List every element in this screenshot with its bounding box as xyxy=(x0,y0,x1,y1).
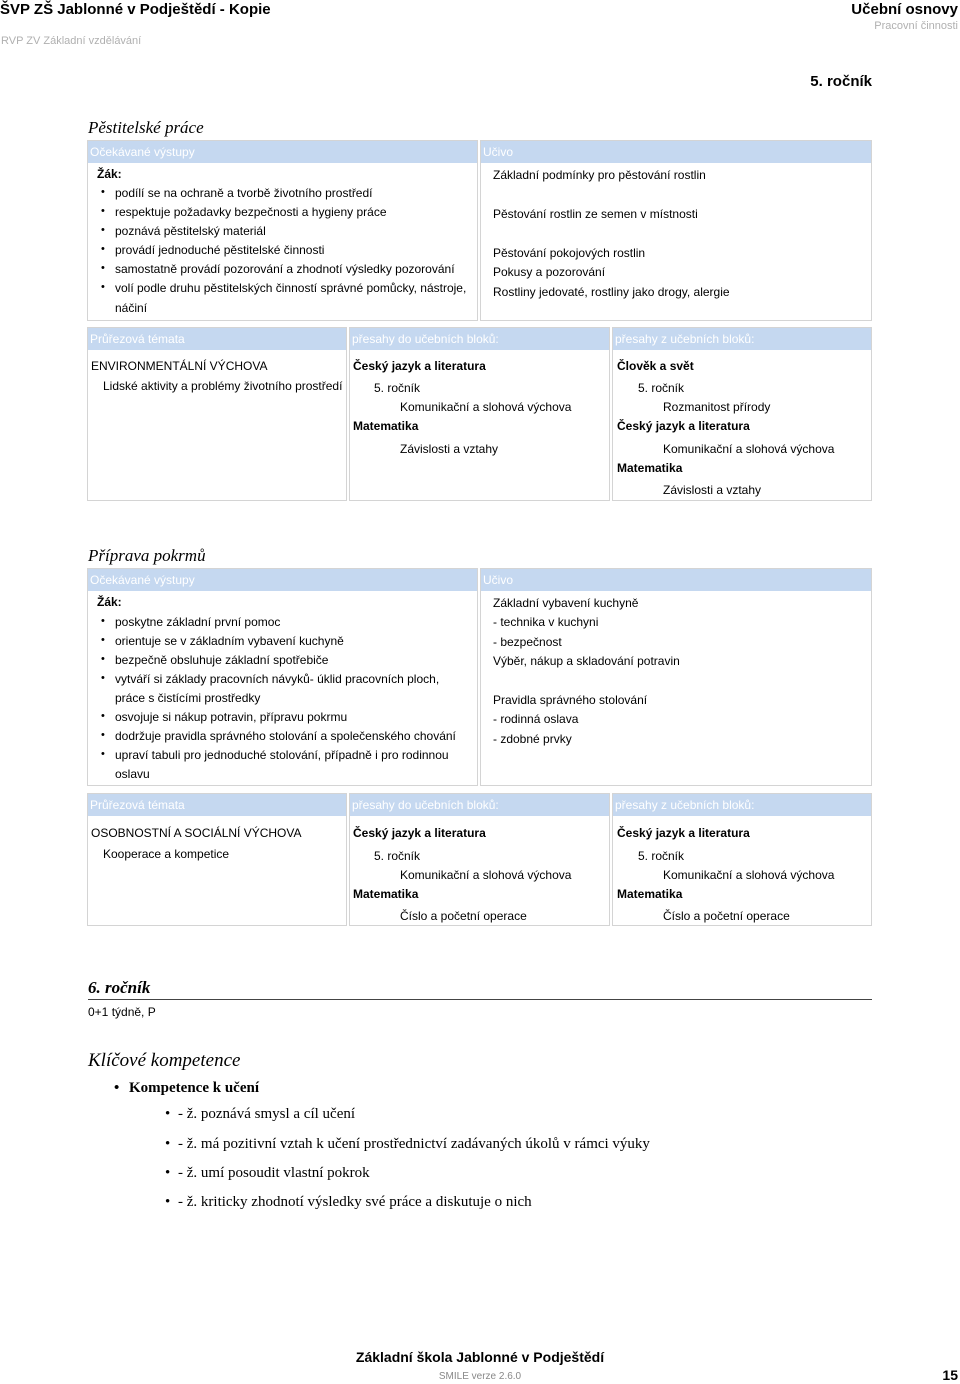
list-item: • volí podle druhu pěstitelských činností správné pomůcky, nástroje, xyxy=(115,281,466,295)
cross-topic: ENVIRONMENTÁLNÍ VÝCHOVA xyxy=(91,359,268,373)
topic-name: Komunikační a slohová výchova xyxy=(400,868,572,882)
curriculum-item: Pravidla správného stolování xyxy=(493,693,648,707)
outcomes-head: Očekávané výstupy xyxy=(88,569,477,591)
overlap-to-box xyxy=(349,793,610,926)
subject-name: Matematika xyxy=(353,419,419,433)
topic-name: Komunikační a slohová výchova xyxy=(400,400,572,414)
overlap-from-head: přesahy z učebních bloků: xyxy=(613,794,871,816)
section-title-right: Učební osnovy xyxy=(851,1,958,18)
overlap-from-box xyxy=(612,327,872,501)
competence-item: • - ž. kriticky zhodnotí výsledky své práce a diskutuje o nich xyxy=(178,1194,532,1211)
cross-topic: OSOBNOSTNÍ A SOCIÁLNÍ VÝCHOVA xyxy=(91,826,302,840)
document-subtitle: RVP ZV Základní vzdělávání xyxy=(1,35,142,47)
subject-name: Matematika xyxy=(617,887,683,901)
outcomes-head: Očekávané výstupy xyxy=(88,141,477,163)
list-item: • dodržuje pravidla správného stolování a společenského chování xyxy=(115,729,456,743)
cross-subtopic: Lidské aktivity a problémy životního prostředí xyxy=(103,379,343,393)
subject-name: Český jazyk a literatura xyxy=(617,419,750,433)
competence-item: • - ž. má pozitivní vztah k učení prostřednictví zadávaných úkolů v rámci výuky xyxy=(178,1136,650,1153)
grade-name: 5. ročník xyxy=(374,381,421,395)
outcomes-box xyxy=(87,568,478,786)
overlap-from-box xyxy=(612,793,872,926)
topic-name: Komunikační a slohová výchova xyxy=(663,442,835,456)
section-title-pestitelske: Pěstitelské práce xyxy=(88,118,204,137)
subject-name: Člověk a svět xyxy=(617,359,694,373)
list-item: • vytváří si základy pracovních návyků- úklid pracovních ploch, xyxy=(115,672,439,686)
cross-subtopic: Kooperace a kompetice xyxy=(103,847,230,861)
list-item: • respektuje požadavky bezpečnosti a hygieny práce xyxy=(115,205,387,219)
curriculum-item: Rostliny jedovaté, rostliny jako drogy, alergie xyxy=(493,285,730,299)
topic-name: Závislosti a vztahy xyxy=(400,442,499,456)
list-item: • poznává pěstitelský materiál xyxy=(115,224,266,238)
curriculum-item: Základní vybavení kuchyně xyxy=(493,596,639,610)
grade-name: 5. ročník xyxy=(638,381,685,395)
document-title: ŠVP ZŠ Jablonné v Podještědí - Kopie xyxy=(0,1,271,18)
footer-school-name: Základní škola Jablonné v Podještědí xyxy=(355,1349,605,1365)
cross-topics-box xyxy=(87,327,347,501)
section-title-priprava: Příprava pokrmů xyxy=(88,546,206,565)
curriculum-box xyxy=(480,568,872,786)
curriculum-box xyxy=(480,140,872,321)
pupil-label: Žák: xyxy=(97,167,122,181)
cross-topics-head: Průřezová témata xyxy=(88,328,346,350)
topic-name: Závislosti a vztahy xyxy=(663,483,762,497)
competence-item: • - ž. poznává smysl a cíl učení xyxy=(178,1106,355,1123)
cross-topics-head: Průřezová témata xyxy=(88,794,346,816)
curriculum-item: - zdobné prvky xyxy=(493,732,572,746)
curriculum-item: - technika v kuchyni xyxy=(493,615,599,629)
topic-name: Rozmanitost přírody xyxy=(663,400,771,414)
curriculum-item: Pěstování rostlin ze semen v místnosti xyxy=(493,207,698,221)
list-item: • poskytne základní první pomoc xyxy=(115,615,280,629)
topic-name: Číslo a početní operace xyxy=(400,909,527,923)
curriculum-item: Pěstování pokojových rostlin xyxy=(493,246,646,260)
subject-name: Český jazyk a literatura xyxy=(617,826,750,840)
grade-6-title: 6. ročník xyxy=(88,978,151,997)
list-item-continuation: náčiní xyxy=(115,301,148,315)
subject-name: Matematika xyxy=(617,461,683,475)
overlap-to-box xyxy=(349,327,610,501)
competence-item: • - ž. umí posoudit vlastní pokrok xyxy=(178,1165,370,1182)
list-item: • podílí se na ochraně a tvorbě životního prostředí xyxy=(115,186,373,200)
curriculum-item: Základní podmínky pro pěstování rostlin xyxy=(493,168,706,182)
page-number: 15 xyxy=(942,1367,958,1383)
list-item: • orientuje se v základním vybavení kuchyně xyxy=(115,634,344,648)
footer-version: SMILE verze 2.6.0 xyxy=(438,1371,522,1382)
pupil-label: Žák: xyxy=(97,595,122,609)
curriculum-head: Učivo xyxy=(481,141,871,163)
grade-name: 5. ročník xyxy=(638,849,685,863)
outcomes-box xyxy=(87,140,478,321)
curriculum-item: Pokusy a pozorování xyxy=(493,265,606,279)
subject-name: Český jazyk a literatura xyxy=(353,359,486,373)
weekly-hours: 0+1 týdně, P xyxy=(88,1005,156,1019)
list-item: • bezpečně obsluhuje základní spotřebiče xyxy=(115,653,328,667)
topic-name: Číslo a početní operace xyxy=(663,909,790,923)
competence-heading: • Kompetence k učení xyxy=(129,1080,259,1097)
grade-6-heading xyxy=(88,978,872,1000)
subject-name: Matematika xyxy=(353,887,419,901)
list-item: • provádí jednoduché pěstitelské činnosti xyxy=(115,243,324,257)
overlap-to-head: přesahy do učebních bloků: xyxy=(350,794,609,816)
list-item: • upraví tabuli pro jednoduché stolování, případně i pro rodinnou xyxy=(115,748,449,762)
list-item: • osvojuje si nákup potravin, přípravu pokrmu xyxy=(115,710,347,724)
curriculum-item: - rodinná oslava xyxy=(493,712,579,726)
list-item: • samostatně provádí pozorování a zhodnotí výsledky pozorování xyxy=(115,262,455,276)
curriculum-item: Výběr, nákup a skladování potravin xyxy=(493,654,680,668)
grade-label: 5. ročník xyxy=(810,73,872,90)
subject-name: Pracovní činnosti xyxy=(874,20,958,32)
curriculum-head: Učivo xyxy=(481,569,871,591)
curriculum-item: - bezpečnost xyxy=(493,635,562,649)
cross-topics-box xyxy=(87,793,347,926)
subject-name: Český jazyk a literatura xyxy=(353,826,486,840)
topic-name: Komunikační a slohová výchova xyxy=(663,868,835,882)
list-item-continuation: práce s čistícími prostředky xyxy=(115,691,261,705)
overlap-to-head: přesahy do učebních bloků: xyxy=(350,328,609,350)
list-item-continuation: oslavu xyxy=(115,767,150,781)
key-competences-title: Klíčové kompetence xyxy=(88,1050,241,1071)
grade-name: 5. ročník xyxy=(374,849,421,863)
overlap-from-head: přesahy z učebních bloků: xyxy=(613,328,871,350)
